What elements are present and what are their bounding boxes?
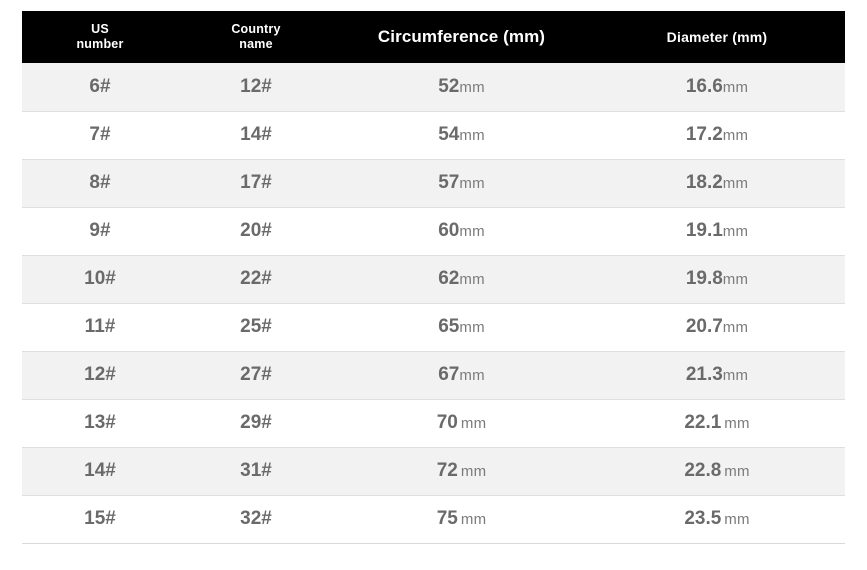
cell-circumference-value: 67 (438, 364, 460, 385)
cell-diameter (589, 207, 845, 255)
cell-circumference-value: 54 (438, 124, 460, 145)
cell-us-number (22, 351, 178, 399)
cell-circumference (334, 447, 589, 495)
cell-diameter (589, 351, 845, 399)
cell-us-number (22, 63, 178, 111)
table-header (22, 11, 845, 63)
cell-circumference-value: 72 (436, 460, 458, 481)
cell-diameter-value: 22.8 (684, 460, 722, 481)
cell-diameter (589, 159, 845, 207)
cell-diameter-value: 19.1 (685, 220, 723, 241)
cell-country-name-value: 14# (240, 124, 272, 145)
cell-diameter (589, 495, 845, 543)
table-row (22, 351, 845, 399)
cell-country-name (178, 351, 334, 399)
cell-circumference (334, 111, 589, 159)
cell-circumference-unit: mm (459, 367, 485, 384)
cell-circumference-value: 57 (438, 172, 460, 193)
cell-us-number-value: 10# (84, 268, 116, 289)
cell-country-name-value: 17# (240, 172, 272, 193)
cell-diameter-value: 20.7 (685, 316, 723, 337)
cell-diameter-unit: mm (724, 511, 750, 528)
cell-circumference (334, 351, 589, 399)
cell-circumference-unit: mm (460, 511, 487, 528)
cell-country-name-value: 27# (240, 364, 272, 385)
cell-us-number-value: 7# (89, 124, 111, 145)
table-row (22, 255, 845, 303)
table-header-row (22, 11, 845, 63)
cell-diameter (589, 447, 845, 495)
cell-us-number (22, 399, 178, 447)
cell-diameter (589, 255, 845, 303)
cell-circumference-unit: mm (460, 463, 487, 480)
cell-diameter (589, 111, 845, 159)
cell-circumference (334, 495, 589, 543)
column-header-line2: number (76, 37, 124, 51)
cell-diameter-value: 21.3 (685, 364, 723, 385)
table-row (22, 447, 845, 495)
cell-diameter-value: 18.2 (685, 172, 723, 193)
column-header-line1: US (91, 22, 109, 36)
column-header-2 (334, 11, 589, 63)
cell-country-name (178, 399, 334, 447)
cell-diameter-unit: mm (722, 175, 749, 192)
cell-country-name-value: 25# (240, 316, 272, 337)
cell-diameter-unit: mm (722, 127, 749, 144)
cell-us-number (22, 111, 178, 159)
cell-diameter-unit: mm (724, 463, 750, 480)
cell-circumference (334, 159, 589, 207)
cell-country-name-value: 32# (240, 508, 272, 529)
cell-circumference (334, 303, 589, 351)
cell-us-number (22, 207, 178, 255)
cell-diameter-unit: mm (722, 271, 749, 288)
cell-circumference (334, 63, 589, 111)
cell-country-name-value: 31# (240, 460, 272, 481)
cell-us-number-value: 15# (84, 508, 116, 529)
cell-diameter-value: 19.8 (685, 268, 723, 289)
cell-country-name-value: 12# (240, 75, 272, 97)
cell-us-number (22, 159, 178, 207)
cell-circumference-value: 60 (438, 220, 460, 241)
cell-diameter-unit: mm (722, 319, 749, 336)
cell-circumference (334, 399, 589, 447)
cell-diameter-value: 16.6 (685, 75, 723, 97)
ring-size-table (22, 11, 845, 544)
cell-diameter-value: 22.1 (684, 412, 722, 433)
cell-diameter-unit: mm (722, 367, 749, 384)
column-header-line2: name (239, 37, 273, 51)
cell-diameter-unit: mm (722, 78, 749, 96)
cell-circumference-value: 75 (436, 508, 458, 529)
cell-circumference-unit: mm (459, 78, 485, 96)
cell-country-name (178, 159, 334, 207)
cell-diameter-value: 17.2 (685, 124, 723, 145)
cell-circumference (334, 255, 589, 303)
cell-country-name (178, 111, 334, 159)
cell-diameter (589, 399, 845, 447)
cell-circumference-value: 52 (438, 75, 460, 97)
cell-us-number-value: 8# (89, 172, 111, 193)
cell-us-number (22, 447, 178, 495)
cell-us-number-value: 14# (84, 460, 116, 481)
cell-us-number-value: 9# (89, 220, 111, 241)
column-header-line1: Diameter (mm) (666, 29, 768, 45)
cell-circumference-unit: mm (460, 415, 487, 432)
cell-circumference-unit: mm (459, 127, 485, 144)
cell-diameter (589, 63, 845, 111)
cell-circumference-unit: mm (459, 175, 485, 192)
column-header-line1: Circumference (mm) (377, 27, 546, 46)
table-row (22, 303, 845, 351)
cell-circumference-unit: mm (459, 319, 485, 336)
cell-us-number-value: 13# (84, 412, 116, 433)
column-header-0 (22, 11, 178, 63)
cell-country-name (178, 303, 334, 351)
cell-country-name (178, 63, 334, 111)
cell-country-name-value: 29# (240, 412, 272, 433)
cell-us-number-value: 6# (89, 75, 111, 97)
cell-us-number (22, 303, 178, 351)
cell-country-name (178, 447, 334, 495)
cell-us-number-value: 11# (84, 316, 116, 337)
cell-circumference-unit: mm (459, 271, 485, 288)
cell-circumference-value: 62 (438, 268, 460, 289)
table-row (22, 111, 845, 159)
cell-circumference-unit: mm (459, 223, 485, 240)
table-row (22, 399, 845, 447)
column-header-line1: Country (231, 22, 281, 36)
cell-us-number-value: 12# (84, 364, 116, 385)
cell-us-number (22, 255, 178, 303)
cell-country-name-value: 20# (240, 220, 272, 241)
cell-diameter (589, 303, 845, 351)
table-row (22, 495, 845, 543)
cell-circumference (334, 207, 589, 255)
cell-diameter-unit: mm (724, 415, 750, 432)
cell-country-name (178, 255, 334, 303)
cell-circumference-value: 65 (438, 316, 460, 337)
column-header-3 (589, 11, 845, 63)
table-body (22, 63, 845, 543)
cell-us-number (22, 495, 178, 543)
cell-circumference-value: 70 (436, 412, 458, 433)
cell-diameter-unit: mm (722, 223, 749, 240)
cell-country-name-value: 22# (240, 268, 272, 289)
table-row (22, 63, 845, 111)
cell-country-name (178, 495, 334, 543)
column-header-1 (178, 11, 334, 63)
cell-country-name (178, 207, 334, 255)
cell-diameter-value: 23.5 (684, 508, 722, 529)
table-row (22, 159, 845, 207)
table-row (22, 207, 845, 255)
